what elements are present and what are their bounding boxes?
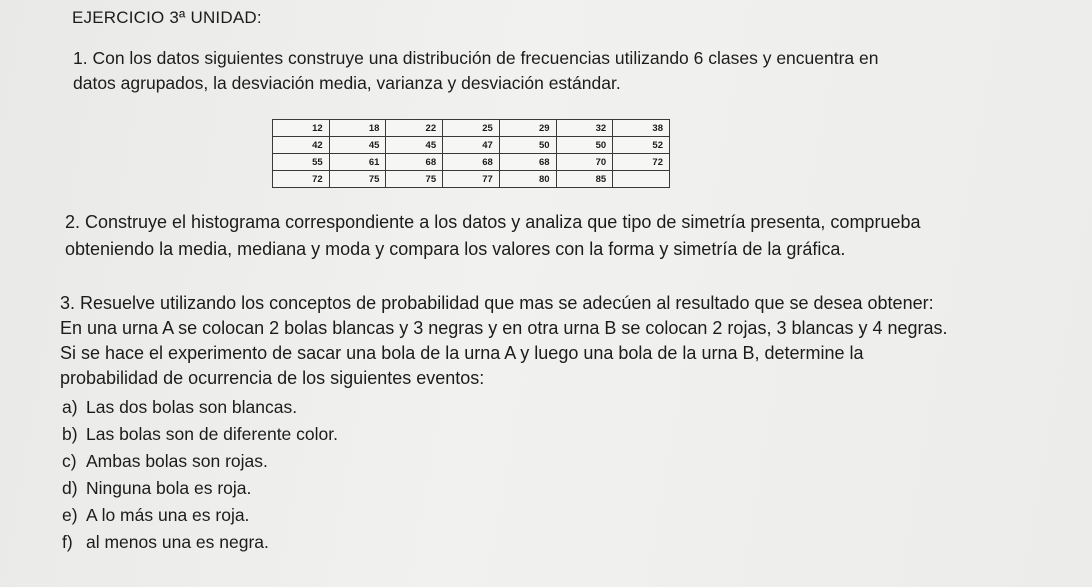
list-item-text: Ambas bolas son rojas. bbox=[86, 451, 268, 471]
table-cell: 25 bbox=[443, 120, 500, 137]
data-table bbox=[272, 119, 670, 188]
table-cell: 47 bbox=[443, 137, 500, 154]
question-2-line-1: 2. Construye el histograma correspondiente a los datos y analiza que tipo de simetría presenta, comprueba bbox=[65, 212, 921, 232]
question-2-line-2: obteniendo la media, mediana y moda y compara los valores con la forma y simetría de la gráfica. bbox=[65, 239, 846, 259]
events-list bbox=[62, 397, 338, 559]
question-3-line-1: 3. Resuelve utilizando los conceptos de probabilidad que mas se adecúen al resultado que se desea obtener: bbox=[60, 293, 934, 313]
question-1 bbox=[73, 46, 878, 96]
table-cell bbox=[613, 171, 670, 188]
list-item bbox=[62, 424, 338, 451]
list-item-text: Las dos bolas son blancas. bbox=[86, 397, 298, 417]
table-cell: 45 bbox=[329, 137, 386, 154]
table-cell: 77 bbox=[443, 171, 500, 188]
table-cell: 61 bbox=[329, 154, 386, 171]
list-item-text: al menos una es negra. bbox=[86, 532, 269, 552]
table-cell: 22 bbox=[386, 120, 443, 137]
question-3-line-2: En una urna A se colocan 2 bolas blancas y 3 negras y en otra urna B se colocan 2 rojas, 3 blancas y 4 negras. bbox=[60, 318, 948, 338]
list-item-letter: b) bbox=[62, 424, 78, 444]
table-row bbox=[273, 120, 670, 137]
table-row bbox=[273, 137, 670, 154]
table-cell: 45 bbox=[386, 137, 443, 154]
table-cell: 50 bbox=[556, 137, 613, 154]
table-cell: 50 bbox=[499, 137, 556, 154]
question-3-line-4: probabilidad de ocurrencia de los siguientes eventos: bbox=[60, 368, 485, 388]
question-1-line-2: datos agrupados, la desviación media, varianza y desviación estándar. bbox=[73, 73, 621, 93]
list-item-text: A lo más una es roja. bbox=[86, 505, 250, 525]
question-1-line-1: 1. Con los datos siguientes construye una distribución de frecuencias utilizando 6 clases y encuentra en bbox=[73, 48, 879, 68]
list-item-letter: f) bbox=[62, 532, 73, 552]
table-cell: 72 bbox=[273, 171, 330, 188]
table-cell: 75 bbox=[329, 171, 386, 188]
list-item bbox=[62, 478, 338, 505]
table-cell: 52 bbox=[613, 137, 670, 154]
list-item-letter: a) bbox=[62, 397, 78, 417]
table-cell: 80 bbox=[499, 171, 556, 188]
table-cell: 42 bbox=[273, 137, 330, 154]
page-title: EJERCICIO 3ª UNIDAD: bbox=[72, 8, 262, 27]
table-cell: 68 bbox=[499, 154, 556, 171]
table-cell: 68 bbox=[443, 154, 500, 171]
table-cell: 85 bbox=[556, 171, 613, 188]
question-2 bbox=[65, 209, 920, 263]
table-cell: 55 bbox=[273, 154, 330, 171]
list-item bbox=[62, 451, 338, 478]
table-cell: 72 bbox=[613, 154, 670, 171]
list-item-text: Las bolas son de diferente color. bbox=[86, 424, 338, 444]
table-cell: 75 bbox=[386, 171, 443, 188]
table-cell: 18 bbox=[329, 120, 386, 137]
question-3-line-3: Si se hace el experimento de sacar una bola de la urna A y luego una bola de la urna B, determine la bbox=[60, 343, 864, 363]
list-item-text: Ninguna bola es roja. bbox=[86, 478, 252, 498]
list-item bbox=[62, 505, 338, 532]
list-item bbox=[62, 397, 338, 424]
list-item-letter: d) bbox=[62, 478, 78, 498]
table-cell: 32 bbox=[556, 120, 613, 137]
table-cell: 68 bbox=[386, 154, 443, 171]
table-cell: 70 bbox=[556, 154, 613, 171]
list-item-letter: e) bbox=[62, 505, 78, 525]
table-row bbox=[273, 171, 670, 188]
table-cell: 29 bbox=[499, 120, 556, 137]
table-cell: 38 bbox=[613, 120, 670, 137]
list-item-letter: c) bbox=[62, 451, 77, 471]
list-item bbox=[62, 532, 338, 559]
table-cell: 12 bbox=[273, 120, 330, 137]
table-row bbox=[273, 154, 670, 171]
question-3 bbox=[60, 291, 948, 391]
